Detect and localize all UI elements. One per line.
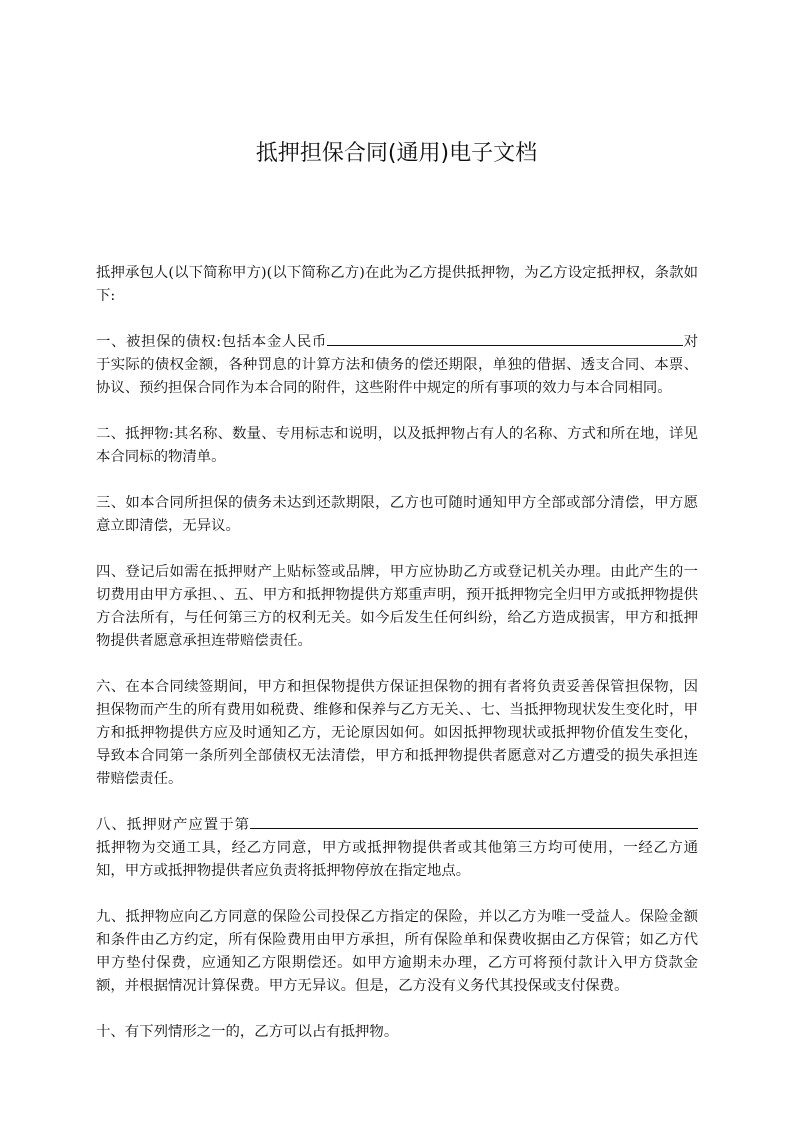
clause-3: 三、如本合同所担保的债务未达到还款期限，乙方也可随时通知甲方全部或部分清偿，甲方愿意立即清偿，无异议。 (96, 495, 698, 534)
clause-6: 六、在本合同续签期间，甲方和担保物提供方保证担保物的拥有者将负责妥善保管担保物，因担保物而产生的所有费用如税费、维修和保养与乙方无关、、七、当抵押物现状发生变化时，甲方和抵押物提供方应及时通知乙方，无论原因如何。如因抵押物现状或抵押物价值发生变化，导致本合同第一条所列全部债权无法清偿，甲方和抵押物提供者愿意对乙方遭受的损失承担连带赔偿责任。 (96, 679, 698, 787)
underscore-mark (675, 331, 683, 346)
document-body (96, 262, 698, 1067)
location-blank-line (250, 814, 690, 829)
document-title: 抵押担保合同(通用)电子文档 (255, 141, 538, 166)
clause-2: 二、抵押物:其名称、数量、专用标志和说明，以及抵押物占有人的名称、方式和所在地，详见本合同标的物清单。 (96, 426, 698, 465)
clause-10: 十、有下列情形之一的，乙方可以占有抵押物。 (96, 1024, 399, 1040)
intro-paragraph: 抵押承包人(以下简称甲方)(以下简称乙方)在此为乙方提供抵押物，为乙方设定抵押权，条款如下: (96, 265, 698, 304)
clause-1 (96, 331, 698, 400)
clause-4: 四、登记后如需在抵押财产上贴标签或品牌，甲方应协助乙方或登记机关办理。由此产生的一切费用由甲方承担、、五、甲方和抵押物提供方郑重声明，预开抵押物完全归甲方或抵押物提供方合法所有，与任何第三方的权利无关。如今后发生任何纠纷，给乙方造成损害，甲方和抵押物提供者愿意承担连带赔偿责任。 (96, 564, 698, 649)
underscore-mark (690, 814, 698, 829)
clause-8-lead: 八、抵押财产应置于第 (96, 817, 250, 833)
clause-9: 九、抵押物应向乙方同意的保险公司投保乙方指定的保险，并以乙方为唯一受益人。保险金额和条件由乙方约定，所有保险费用由甲方承担，所有保险单和保费收据由乙方保管；如乙方代甲方垫付保费，应通知乙方限期偿还。如甲方逾期未办理，乙方可将预付款计入甲方贷款金额，并根据情况计算保费。甲方无异议。但是，乙方没有义务代其投保或支付保费。 (96, 909, 698, 994)
clause-1-lead: 一、被担保的债权:包括本金人民币 (96, 334, 327, 350)
clause-8-rest: 抵押物为交通工具，经乙方同意，甲方或抵押物提供者或其他第三方均可使用，一经乙方通知，甲方或抵押物提供者应负责将抵押物停放在指定地点。 (96, 840, 698, 879)
clause-8 (96, 814, 698, 883)
amount-blank-line (327, 331, 675, 346)
clause-1-rest: 对于实际的债权金额，各种罚息的计算方法和债务的偿还期限，单独的借据、透支合同、本票、协议、预约担保合同作为本合同的附件，这些附件中规定的所有事项的效力与本合同相同。 (96, 334, 698, 396)
